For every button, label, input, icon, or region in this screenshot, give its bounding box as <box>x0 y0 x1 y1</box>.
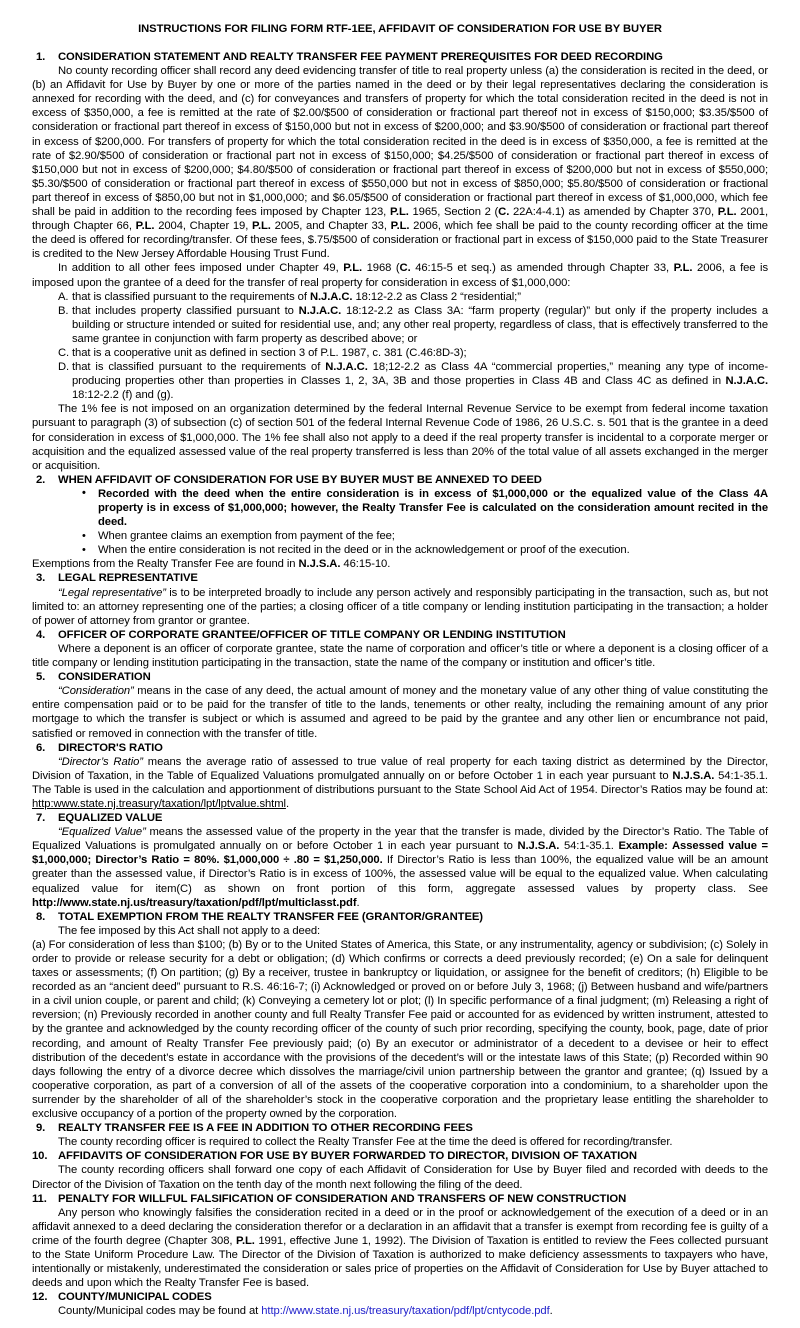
section-2-title: WHEN AFFIDAVIT OF CONSIDERATION FOR USE BY BUYER MUST BE ANNEXED TO DEED <box>58 473 542 486</box>
s12-text-a: County/Municipal codes may be found at <box>58 1305 262 1318</box>
section-7-paragraph <box>32 825 768 910</box>
s1-p1-pl2: P.L. <box>717 206 737 219</box>
directors-ratio-link[interactable]: http:www.state.nj.treasury/taxation/lpt/lptvalue.shtml <box>32 797 286 810</box>
section-10-heading <box>32 1149 768 1163</box>
s1-p2-pl1: P.L. <box>343 262 363 275</box>
s2-footer-citation: N.J.S.A. <box>298 558 341 571</box>
s1-p1-c: C. <box>498 206 510 219</box>
s1-p1-a: No county recording officer shall record any deed evidencing transfer of title to real property unless (a) the consideration is recited in the deed, or (b) an Affidavit for Use by Buyer by one or more of the parties named in the deed or by their legal representatives declaring the consideration is annexed for recording with the deed, and (c) for conveyances and transfers of property for which the total consideration recited in the deed is not in excess of $350,000, a fee is remitted at the rate of $2.00/$500 of consideration or fractional part thereof not in excess of $150,000; $3.35/$500 of consideration or fractional part thereof in excess of $150,000 but not in excess of $200,000; and $3.90/$500 of consideration or fractional part thereof in excess of $200,000. For transfers of property for which the total consideration recited in the deed is in excess of $350,000, a fee is remitted at the rate of $2.90/$500 of consideration or fractional part not in excess of $150,000; $4.25/$500 of consideration or fractional part thereof in excess of $150,000 but not in excess of $200,000; $4.80/$500 of consideration or fractional part thereof in excess of $200,000 but not in excess of $550,000; $5.30/$500 of consideration or fractional part thereof in excess of $550,000 but not in excess of $850,000; $5.80/$500 of consideration or fractional part thereof in excess of $850,00 but not in $1,000,000; and $6.05/$500 of consideration or fractional part thereof in excess of $1,000,000, which fee shall be paid in addition to the recording fees imposed by Chapter 123, <box>32 65 768 219</box>
s7-citation: N.J.S.A. <box>517 840 560 853</box>
item-a-text-2: 18:12-2.2 as Class 2 “residential;” <box>352 290 521 303</box>
s6-text-a: means the average ratio of assessed to true value of real property for each taxing district as determined by the Director, Division of Taxation, in the Table of Equalized Valuations promulgated annually on or before October 1 in each year pursuant to <box>32 755 768 782</box>
item-letter-a: A. <box>58 290 69 303</box>
section-12-title: COUNTY/MUNICIPAL CODES <box>58 1291 212 1304</box>
s6-term: “Director’s Ratio” <box>58 755 143 768</box>
s6-text-c: . <box>285 797 289 810</box>
s1-p1-pl4: P.L. <box>251 220 271 233</box>
section-1-item-d <box>32 360 768 402</box>
s6-citation: N.J.S.A. <box>672 769 715 782</box>
section-11-title: PENALTY FOR WILLFUL FALSIFICATION OF CONSIDERATION AND TRANSFERS OF NEW CONSTRUCTION <box>58 1192 627 1205</box>
section-12 <box>32 1290 768 1318</box>
s12-text-b: . <box>549 1305 553 1318</box>
section-12-number: 12. <box>32 1291 48 1304</box>
s7-text-c: If Director’s Ratio is less than 100%, the equalized value will be an amount greater than the assessed value, if Director’s Ratio is in excess of 100%, the assessed value will be equal to the equalized value. When calculating equalized value for item(C) as shown on front portion of this form, aggregate assessed values by property class. See <box>32 854 768 895</box>
section-9-title: REALTY TRANSFER FEE IS A FEE IN ADDITION TO OTHER RECORDING FEES <box>58 1122 473 1135</box>
item-a-text-1: that is classified pursuant to the requirements of <box>72 290 310 303</box>
s1-p2-pl2: P.L. <box>673 262 693 275</box>
section-8-number: 8. <box>36 910 46 923</box>
section-3-number: 3. <box>36 572 46 585</box>
section-6-number: 6. <box>36 741 46 754</box>
section-9-number: 9. <box>36 1122 46 1135</box>
s5-term: “Consideration” <box>58 685 134 698</box>
section-7-number: 7. <box>36 812 46 825</box>
section-3-heading <box>32 571 768 585</box>
page-title: INSTRUCTIONS FOR FILING FORM RTF-1EE, AFFIDAVIT OF CONSIDERATION FOR USE BY BUYER <box>138 23 662 35</box>
item-d-text-3: 18:12-2.2 (f) and (g). <box>72 389 174 402</box>
s1-p1-g: 2005, and Chapter 33, <box>270 220 391 233</box>
s1-p2-b: 1968 ( <box>362 262 400 275</box>
section-10-number: 10. <box>32 1150 48 1163</box>
section-8-heading <box>32 910 768 924</box>
section-2 <box>32 473 768 572</box>
s7-text-d: . <box>356 896 360 909</box>
s7-example: Example: Assessed value = $1,000,000; Director’s Ratio = 80%. $1,000,000 ÷ .80 = $1,250,000. <box>32 840 768 867</box>
s7-text-b: 54:1-35.1. <box>559 840 619 853</box>
cntycode-link[interactable]: http://www.state.nj.us/treasury/taxation/pdf/lpt/cntycode.pdf <box>261 1305 550 1318</box>
section-1-item-c <box>32 346 768 360</box>
s3-term: “Legal representative” <box>58 586 166 599</box>
section-11-number: 11. <box>32 1192 47 1205</box>
s11-text-b: 1991, effective June 1, 1992). The Division of Taxation is entitled to review the Fees collected pursuant to the State Uniform Procedure Law. The Director of the Division of Taxation is authorized to make deficiency assessments to taxpayers who have, intentionally or mistakenly, underestimated the consideration or sales price of properties on the Affidavit of Consideration for Use by Buyer attached to deeds and upon which the Realty Transfer Fee is based. <box>32 1234 768 1290</box>
s5-text: means in the case of any deed, the actual amount of money and the monetary value of any other thing of value constituting the entire compensation paid or to be paid for the transfer of title to the lands, tenements or other realty, including the remaining amount of any prior mortgage to which the transfer is subject or which is assumed and agreed to be paid by the grantee and any other lien or encumbrance not paid, satisfied or removed in connection with the transfer of title. <box>32 685 768 740</box>
section-11 <box>32 1192 768 1291</box>
section-1-item-a <box>32 290 768 304</box>
section-8-exemption-list: (a) For consideration of less than $100; (b) By or to the United States of America, this State, or any instrumentality, agency or subdivision; (c) Solely in order to provide or release security for a debt or obligation; (d) Which confirms or corrects a deed previously recorded; (e) On a sale for delinquent taxes or assessments; (f) On partition; (g) By a receiver, trustee in bankruptcy or liquidation, or assignee for the benefit of creditors; (h) Eligible to be recorded as an “ancient deed” pursuant to R.S. 46:16-7; (i) Acknowledged or proved on or before July 3, 1968; (j) Between husband and wife/partners in a civil union couple, or parent and child; (k) Conveying a cemetery lot or plot; (l) In specific performance of a final judgment; (m) Releasing a right of reversion; (n) Previously recorded in another county and full Realty Transfer Fee paid or accounted for as evidenced by written instrument, attested to by the grantee and acknowledged by the county recording officer of the county of such prior recording, specifying the county, book, page, date of prior recording, and amount of Realty Transfer Fee previously paid; (o) By an executor or administrator of a decedent to a devisee or heir to effect distribution of the decedent’s estate in accordance with the provisions of the decedent’s will or the intestate laws of this State; (p) Recorded within 90 days following the entry of a divorce decree which dissolves the marriage/civil union partnership between the grantor and grantee; (q) Issued by a cooperative corporation, as part of a conversion of all of the assets of the cooperative corporation into a condominium, to a shareholder upon the surrender by the shareholder of all of the shareholder’s stock in the cooperative corporation and the proprietary lease entitling the shareholder to exclusive occupancy of a portion of the property owned by the corporation. <box>32 938 768 1121</box>
list-item: • When the entire consideration is not recited in the deed or in the acknowledgement or proof of the execution. <box>32 543 768 557</box>
section-8 <box>32 910 768 1121</box>
list-item: • When grantee claims an exemption from payment of the fee; <box>32 529 768 543</box>
section-6-heading <box>32 741 768 755</box>
item-d-text-2: 18;12-2.2 as Class 4A “commercial properties,” meaning any type of income-producing properties other than properties in Classes 1, 2, 3A, 3B and those properties in Class 4B and Class 4C as defined in <box>72 361 768 388</box>
section-9-heading <box>32 1121 768 1135</box>
section-3 <box>32 571 768 627</box>
section-5-paragraph <box>32 684 768 740</box>
item-letter-b: B. <box>58 304 69 317</box>
section-1-title: CONSIDERATION STATEMENT AND REALTY TRANSFER FEE PAYMENT PREREQUISITES FOR DEED RECORDING <box>58 51 663 63</box>
item-d-citation: N.J.A.C. <box>325 361 368 374</box>
section-1-paragraph-1 <box>32 64 768 261</box>
item-d-citation-2: N.J.A.C. <box>725 375 768 388</box>
s1-p1-pl1: P.L. <box>389 206 409 219</box>
section-5-number: 5. <box>36 671 46 684</box>
section-3-paragraph <box>32 586 768 628</box>
section-5-title: CONSIDERATION <box>58 671 151 684</box>
section-7-title: EQUALIZED VALUE <box>58 812 163 825</box>
section-1-paragraph-2 <box>32 261 768 289</box>
item-d-text-1: that is classified pursuant to the requirements of <box>72 361 326 374</box>
section-4-heading <box>32 628 768 642</box>
section-11-heading <box>32 1192 768 1206</box>
section-8-title: TOTAL EXEMPTION FROM THE REALTY TRANSFER FEE (GRANTOR/GRANTEE) <box>58 910 483 923</box>
s7-text-a: means the assessed value of the property in the year that the transfer is made, divided by the Director’s Ratio. The Table of Equalized Valuations is promulgated annually on or before October 1 in each year pursuant to <box>32 826 768 853</box>
s1-p2-d: 46:15-5 et seq.) as amended through Chapter 33, <box>410 262 674 275</box>
s1-p1-d: 22A:4-4.1) as amended by Chapter 370, <box>509 206 718 219</box>
section-2-bullet-list <box>32 487 768 557</box>
section-4-title: OFFICER OF CORPORATE GRANTEE/OFFICER OF TITLE COMPANY OR LENDING INSTITUTION <box>58 628 566 641</box>
item-b-text-1: that includes property classified pursuant to <box>72 304 299 317</box>
section-1-item-b <box>32 304 768 346</box>
s2-footer-b: 46:15-10. <box>340 558 391 571</box>
section-3-title: LEGAL REPRESENTATIVE <box>58 572 198 585</box>
section-9 <box>32 1121 768 1149</box>
s11-text-a: Any person who knowingly falsifies the consideration recited in a deed or in the proof or acknowledgement of the execution of a deed or in an affidavit annexed to a deed declaring the consideration therefor or a declaration in an affidavit that a transfer is exempt from recording fee is guilty of a crime of the fourth degree (Chapter 308, <box>32 1206 768 1247</box>
s1-p2-a: In addition to all other fees imposed under Chapter 49, <box>58 262 344 275</box>
section-1-paragraph-3: The 1% fee is not imposed on an organization determined by the federal Internal Revenue Service to be exempt from federal income taxation pursuant to paragraph (3) of subsection (c) of section 501 of the federal Internal Revenue Code of 1986, 26 U.S.C. s. 501 that is the grantee in a deed for consideration in excess of $1,000,000. The 1% fee shall also not apply to a deed if the real property transfer is incidental to a corporate merger or acquisition and the equalized assessed value of the real property transferred is less than 20% of the total value of all assets exchanged in the merger or acquisition. <box>32 403 768 472</box>
s1-p1-e: 2001, through Chapter 66, <box>32 206 769 233</box>
section-11-paragraph <box>32 1206 768 1291</box>
s1-p2-c: C. <box>399 262 411 275</box>
section-7 <box>32 811 768 910</box>
section-7-heading <box>32 811 768 825</box>
section-12-heading <box>32 1290 768 1304</box>
item-letter-c: C. <box>58 346 70 359</box>
item-b-text-2: 18:12-2.2 as Class 3A: “farm property (regular)” but only if the property includes a building or structure intended or suited for residential use, and; any other real property, regardless of class, that is effectively transferred to the same grantee in conjunction with farm property as described above; or <box>72 304 768 345</box>
section-6-paragraph <box>32 755 768 811</box>
item-a-citation: N.J.A.C. <box>309 290 353 303</box>
item-c-text-1: that is a cooperative unit as defined in section 3 of P.L. 1987, c. 381 (C.46:8D-3); <box>72 346 467 359</box>
s1-p2-e: 2006, a fee is imposed upon the grantee of a deed for the transfer of real property for consideration in excess of $1,000,000: <box>32 262 769 289</box>
section-10-title: AFFIDAVITS OF CONSIDERATION FOR USE BY BUYER FORWARDED TO DIRECTOR, DIVISION OF TAXATION <box>58 1150 637 1163</box>
section-10 <box>32 1149 768 1191</box>
s3-text: is to be interpreted broadly to include any person actively and responsibly participating in the transaction, such as, but not limited to: an attorney representing one of the parties; a closing officer of a title company or lending institution participating in the transaction; a holder of power of attorney from grantor or grantee. <box>32 586 768 627</box>
section-10-paragraph: The county recording officers shall forward one copy of each Affidavit of Consideration for Use by Buyer filed and recorded with deeds to the Director of the Division of Taxation on the tenth day of the month next following the filing of the deed. <box>32 1164 768 1191</box>
section-2-footer <box>32 557 768 571</box>
item-b-citation: N.J.A.C. <box>298 304 342 317</box>
section-5 <box>32 670 768 740</box>
section-2-number: 2. <box>36 473 46 486</box>
section-6 <box>32 741 768 811</box>
s6-text-b: 54:1-35.1. The Table is used in the calculation and apportionment of distributions pursuant to the State School Aid Act of 1954. Director’s Ratios may be found at: <box>32 769 768 796</box>
section-2-heading <box>32 473 768 487</box>
section-8-lead: The fee imposed by this Act shall not apply to a deed: <box>58 924 321 937</box>
list-item: • Recorded with the deed when the entire consideration is in excess of $1,000,000 or the equalized value of the Class 4A property is in excess of $1,000,000; however, the Realty Transfer Fee is calculated on the consideration amount recited in the deed. <box>32 487 768 529</box>
s1-p1-pl5: P.L. <box>390 220 410 233</box>
section-4 <box>32 628 768 670</box>
s1-p1-b: 1965, Section 2 ( <box>408 206 499 219</box>
section-5-heading <box>32 670 768 684</box>
s1-p1-h: 2006, which fee shall be paid to the county recording officer at the time the deed is offered for recording/transfer. Of these fees, $.75/$500 of consideration or fractional part in excess of $150,000 paid to the State Treasurer is credited to the New Jersey Affordable Housing Trust Fund. <box>32 220 768 261</box>
section-6-title: DIRECTOR'S RATIO <box>58 741 163 754</box>
s11-citation: P.L. <box>235 1234 255 1247</box>
section-1-heading <box>32 50 768 64</box>
multiclass-link[interactable]: http://www.state.nj.us/treasury/taxation/pdf/lpt/multiclasst.pdf <box>32 896 357 909</box>
item-letter-d: D. <box>58 361 70 374</box>
section-1 <box>32 50 768 473</box>
s2-footer-a: Exemptions from the Realty Transfer Fee are found in <box>32 558 299 571</box>
s7-term: “Equalized Value” <box>58 826 146 839</box>
section-1-number: 1. <box>36 51 46 63</box>
section-9-paragraph: The county recording officer is required to collect the Realty Transfer Fee at the time the deed is offered for recording/transfer. <box>58 1136 673 1149</box>
section-12-paragraph <box>32 1304 768 1318</box>
section-4-paragraph: Where a deponent is an officer of corporate grantee, state the name of corporation and officer’s title or where a deponent is a closing officer of a title company or lending institution participating in the transaction, state the name of the company or institution and officer’s title. <box>32 642 768 670</box>
s1-p1-f: 2004, Chapter 19, <box>154 220 252 233</box>
s1-p1-pl3: P.L. <box>135 220 155 233</box>
section-4-number: 4. <box>36 628 46 641</box>
